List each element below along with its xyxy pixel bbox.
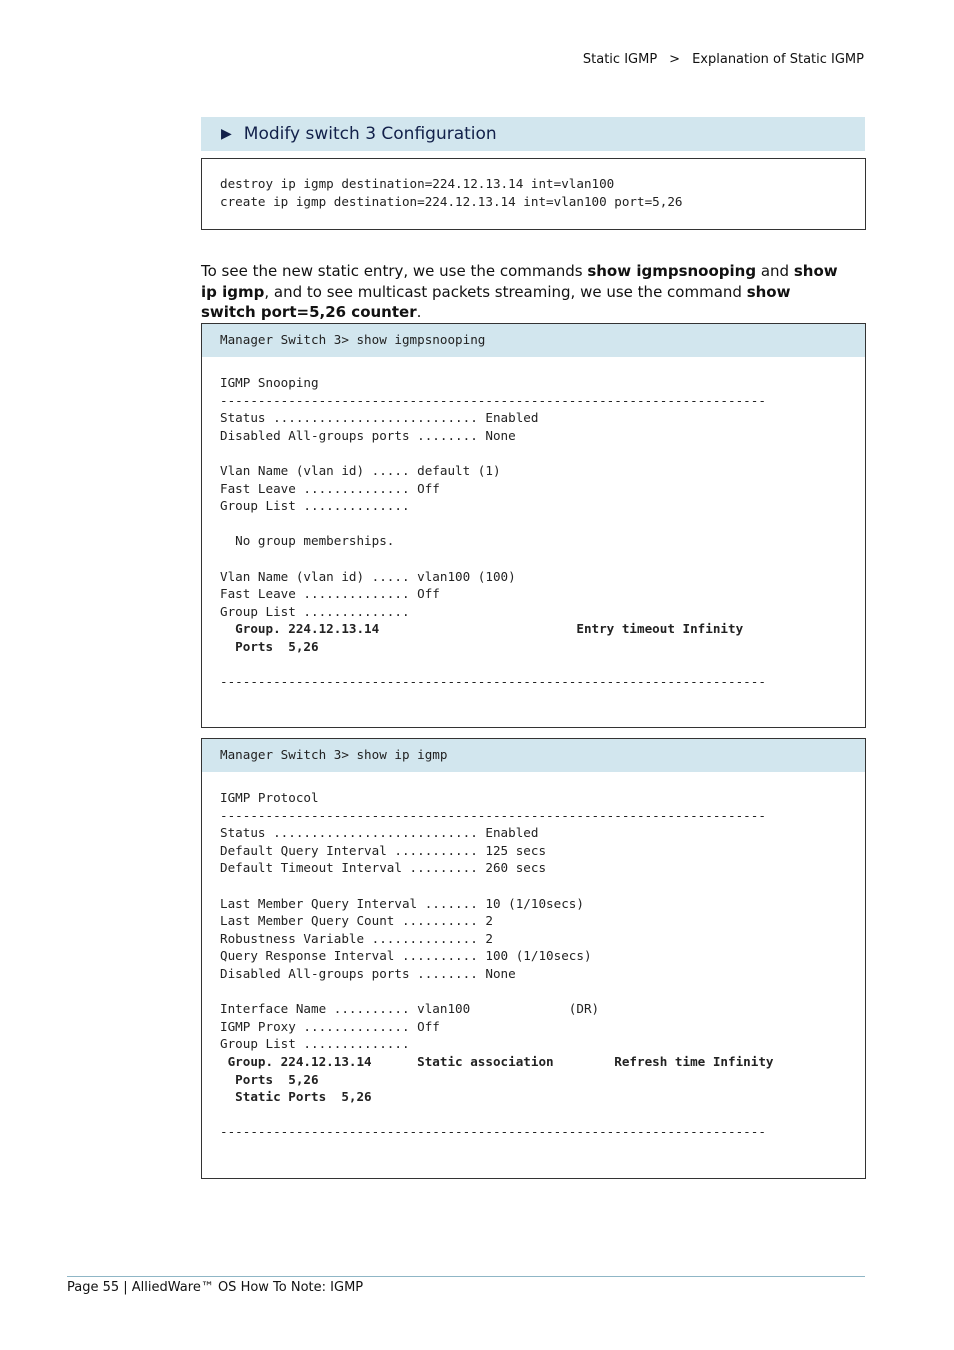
terminal-output-group: Group. 224.12.13.14 Entry timeout Infinity Ports 5,26 xyxy=(235,621,744,654)
section-heading-title: Modify switch 3 Configuration xyxy=(243,124,497,144)
section-heading xyxy=(201,117,865,151)
config-command-line: create ip igmp destination=224.12.13.14 int=vlan100 port=5,26 xyxy=(220,193,683,209)
terminal-prompt-bar xyxy=(202,739,865,772)
page-footer: Page 55 | AlliedWare™ OS How To Note: IGMP xyxy=(67,1280,364,1295)
paragraph-text: , and to see multicast packets streaming, we use the command xyxy=(264,282,747,301)
paragraph-command: show switch port=5,26 counter xyxy=(201,282,791,322)
paragraph-text: and xyxy=(756,262,794,280)
breadcrumb xyxy=(583,52,864,67)
terminal-output-text: IGMP Protocol ------------------------------------------------------------------------ Status ........................... Enabled Default Query Interval ........... 125 secs Default Timeout Interval ......... 260 secs Last Member Query Interval ....... 10 (1/10secs) Last Member Query Count .......... 2 Robustness Variable .............. 2 Query Response Interval .......... 100 (1/10secs) Disabled All-groups ports ........ None Interface Name .......... vlan100 (DR) IGMP Proxy .............. Off Group List .............. xyxy=(220,790,766,1052)
description-paragraph xyxy=(201,261,841,323)
ip-igmp-output-box xyxy=(201,738,866,1179)
terminal-output-text: ------------------------------------------------------------------------ xyxy=(220,674,766,690)
paragraph-command: show ip igmp xyxy=(201,262,838,301)
terminal-output xyxy=(202,357,865,691)
paragraph-text: To see the new static entry, we use the commands xyxy=(201,262,588,280)
config-code-box xyxy=(201,158,866,230)
breadcrumb-separator: > xyxy=(669,52,681,67)
breadcrumb-section: Static IGMP xyxy=(582,52,658,67)
terminal-output-text: ------------------------------------------------------------------------ xyxy=(220,1124,766,1140)
paragraph-command: show igmpsnooping xyxy=(587,262,757,280)
terminal-prompt-bar xyxy=(202,324,865,357)
paragraph-text: . xyxy=(416,303,422,322)
triangle-right-icon: ▶ xyxy=(221,126,232,142)
footer-divider xyxy=(67,1276,865,1277)
terminal-output xyxy=(202,772,865,1141)
terminal-prompt: Manager Switch 3> show igmpsnooping xyxy=(220,332,486,347)
igmpsnooping-output-box xyxy=(201,323,866,728)
terminal-prompt: Manager Switch 3> show ip igmp xyxy=(220,747,448,762)
config-command-line: destroy ip igmp destination=224.12.13.14 int=vlan100 xyxy=(220,176,615,191)
terminal-output-text: IGMP Snooping ------------------------------------------------------------------------ Status ........................... Enabled Disabled All-groups ports ........ None Vlan Name (vlan id) ..... default (1) Fast Leave .............. Off Group List .............. No group memberships. Vlan Name (vlan id) ..... vlan100 (100) Fast Leave .............. Off Group List .............. xyxy=(220,375,766,619)
terminal-output-group: Group. 224.12.13.14 Static association Refresh time Infinity Ports 5,26 Static Ports 5,26 xyxy=(227,1053,774,1105)
breadcrumb-subsection: Explanation of Static IGMP xyxy=(692,52,864,67)
